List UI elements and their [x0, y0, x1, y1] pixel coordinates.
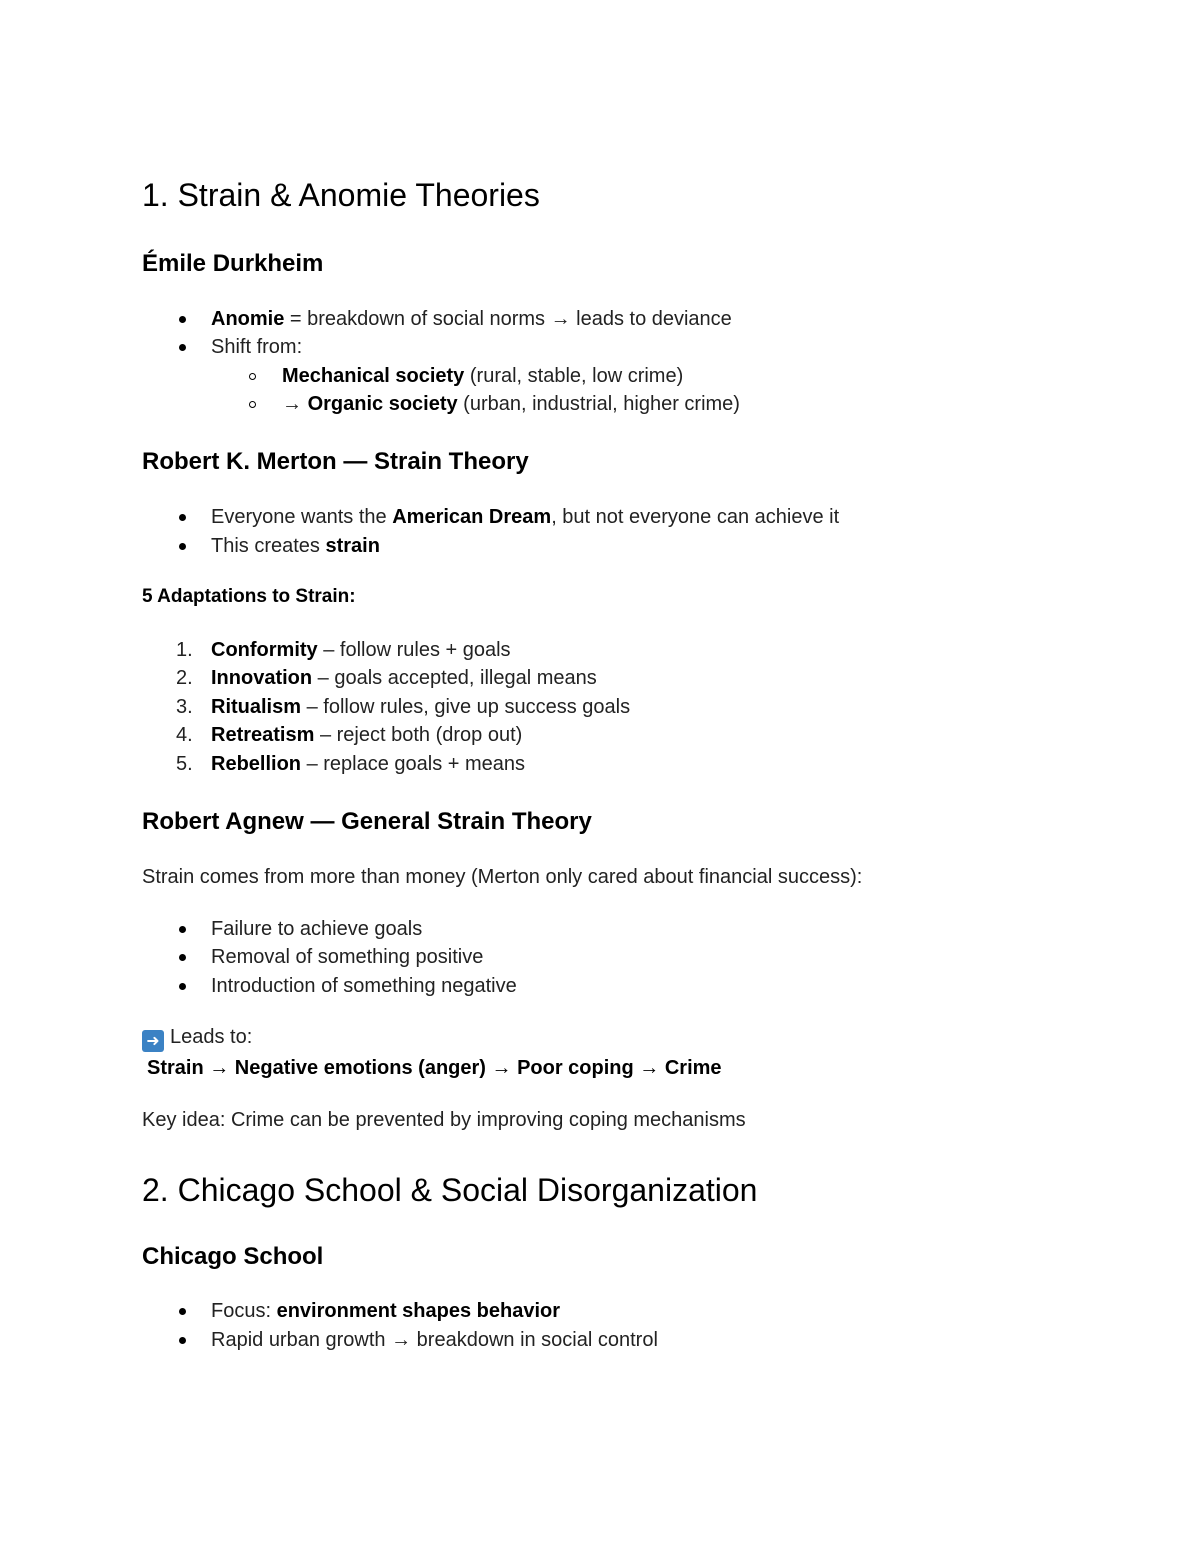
term-ritualism: Ritualism	[211, 696, 302, 718]
list-item-text: Focus:	[211, 1300, 277, 1322]
list-number: 4.	[176, 724, 193, 746]
chicago-school-heading: Chicago School	[142, 1243, 324, 1270]
numbered-item	[211, 637, 511, 663]
list-item	[211, 533, 380, 559]
list-item: Removal of something positive	[211, 946, 484, 968]
bullet-icon	[179, 926, 186, 933]
numbered-item	[211, 694, 630, 720]
list-item	[211, 334, 302, 360]
list-number: 5.	[176, 753, 193, 775]
numbered-item	[211, 722, 522, 748]
list-number: 2.	[176, 667, 193, 689]
numbered-item	[211, 751, 525, 777]
list-item	[211, 306, 732, 332]
term-conformity: Conformity	[211, 639, 318, 661]
bullet-icon	[179, 543, 186, 550]
leads-to-line	[142, 1024, 252, 1052]
list-number: 1.	[176, 639, 193, 661]
right-arrow-emoji-icon: ➜	[142, 1030, 164, 1052]
bullet-icon	[179, 514, 186, 521]
list-item-text: Everyone wants the	[211, 506, 393, 528]
strain-flow: Strain → Negative emotions (anger) → Poor coping → Crime	[147, 1057, 722, 1079]
list-item-text: Shift from:	[211, 336, 303, 358]
hollow-bullet-icon	[249, 401, 256, 408]
sub-list-item	[282, 391, 740, 417]
bullet-icon	[179, 1308, 186, 1315]
list-item-text: , but not everyone can achieve it	[551, 506, 840, 528]
list-item-text: – follow rules, give up success goals	[301, 696, 631, 718]
list-item-text: – goals accepted, illegal means	[312, 667, 597, 689]
numbered-item	[211, 665, 597, 691]
list-item-text: – reject both (drop out)	[314, 724, 523, 746]
term-innovation: Innovation	[211, 667, 313, 689]
key-idea: Key idea: Crime can be prevented by improving coping mechanisms	[142, 1109, 746, 1131]
list-number: 3.	[176, 696, 193, 718]
term-anomie: Anomie	[211, 308, 285, 330]
sub-list-item	[282, 363, 683, 389]
list-item-text: – replace goals + means	[301, 753, 526, 775]
agnew-intro: Strain comes from more than money (Merton only cared about financial success):	[142, 866, 863, 888]
list-item-text: (urban, industrial, higher crime)	[457, 393, 740, 415]
section-2-title: 2. Chicago School & Social Disorganization	[142, 1172, 758, 1208]
section-1-title: 1. Strain & Anomie Theories	[142, 177, 540, 213]
term-rebellion: Rebellion	[211, 753, 302, 775]
leads-to-label: Leads to:	[170, 1026, 253, 1048]
bullet-icon	[179, 316, 186, 323]
list-item	[211, 504, 839, 530]
term-environment-shapes-behavior: environment shapes behavior	[276, 1300, 560, 1322]
term-mechanical-society: Mechanical society	[282, 365, 465, 387]
agnew-heading: Robert Agnew — General Strain Theory	[142, 808, 592, 835]
list-item-text: (rural, stable, low crime)	[464, 365, 684, 387]
adaptations-heading: 5 Adaptations to Strain:	[142, 586, 356, 607]
list-item-text: – follow rules + goals	[317, 639, 511, 661]
bullet-icon	[179, 954, 186, 961]
durkheim-heading: Émile Durkheim	[142, 250, 324, 277]
list-item: Introduction of something negative	[211, 975, 517, 997]
list-item-text: This creates	[211, 535, 326, 557]
term-american-dream: American Dream	[392, 506, 552, 528]
list-item	[211, 1298, 560, 1324]
bullet-icon	[179, 983, 186, 990]
arrow-prefix: →	[282, 393, 308, 415]
bullet-icon	[179, 344, 186, 351]
list-item: Failure to achieve goals	[211, 918, 423, 940]
bullet-icon	[179, 1337, 186, 1344]
term-retreatism: Retreatism	[211, 724, 315, 746]
hollow-bullet-icon	[249, 373, 256, 380]
merton-heading: Robert K. Merton — Strain Theory	[142, 448, 529, 475]
term-organic-society: Organic society	[307, 393, 458, 415]
term-strain: strain	[325, 535, 380, 557]
list-item: Rapid urban growth → breakdown in social control	[211, 1329, 658, 1351]
list-item-text: = breakdown of social norms → leads to deviance	[284, 308, 732, 330]
